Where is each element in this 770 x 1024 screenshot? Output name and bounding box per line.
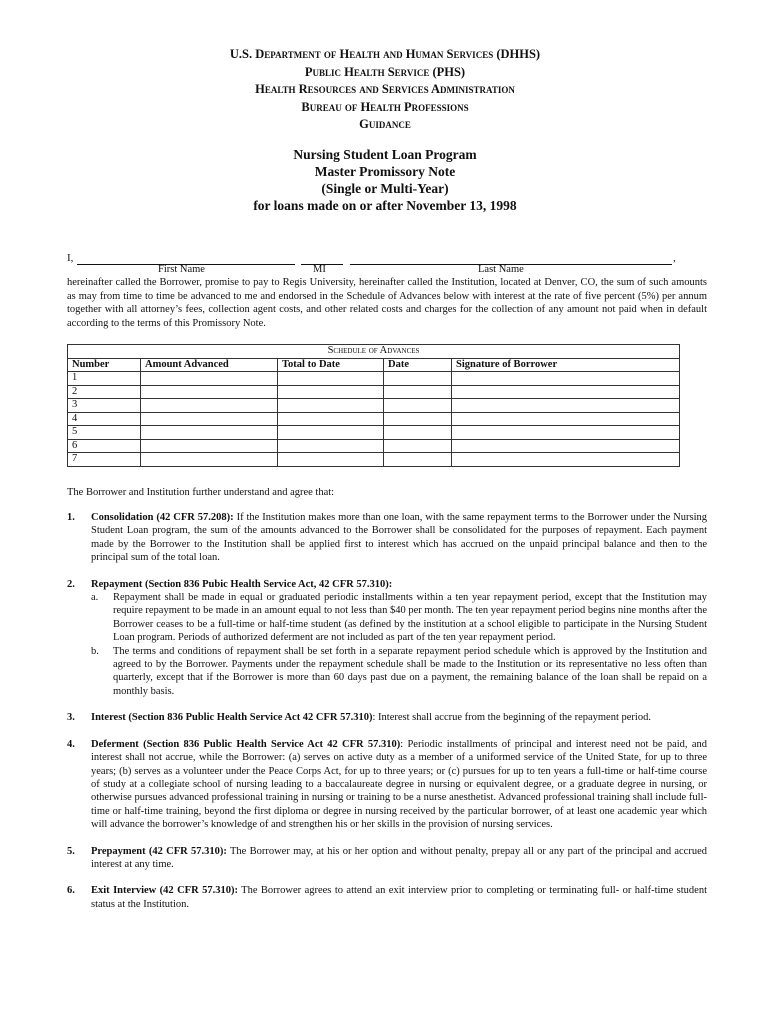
amount-cell[interactable] (141, 399, 278, 413)
sub-text: Repayment shall be made in equal or graduated periodic installments within a ten year repayment period, except that the Institution may require repayment to be made in an amount equal to not less than $40 per month. The ten year repayment period begins nine months after the Borrower ceases to be a full-time or half-time student (as defined by the institution at a school eligible to participate in the Nursing Student Loan program. Periods of authorized deferment are not included as part of the ten year repayment period. (113, 592, 707, 644)
last-name-caption: Last Name (478, 264, 524, 275)
term-interest (67, 711, 707, 724)
row-number: 2 (68, 385, 141, 399)
agency-line-guidance: Guidance (359, 117, 411, 131)
term-prepayment (67, 845, 707, 872)
amount-cell[interactable] (141, 412, 278, 426)
mi-caption: MI (313, 264, 326, 275)
table-row (68, 412, 680, 426)
date-cell[interactable] (384, 426, 452, 440)
agreement-intro: The Borrower and Institution further understand and agree that: (67, 487, 335, 498)
borrower-prefix: I, (67, 252, 74, 264)
row-number: 1 (68, 372, 141, 386)
title-effective-date: for loans made on or after November 13, 1998 (253, 198, 517, 213)
title-program: Nursing Student Loan Program (293, 147, 477, 162)
signature-cell[interactable] (452, 399, 680, 413)
term-consolidation (67, 511, 707, 565)
date-cell[interactable] (384, 399, 452, 413)
term-text: The Borrower may, at his or her option and without penalty, prepay all or any part of the principal and accrued interest at any time. (91, 845, 707, 870)
col-amount-advanced: Amount Advanced (141, 358, 278, 372)
table-row (68, 426, 680, 440)
term-number: 3. (67, 712, 75, 724)
total-cell[interactable] (278, 426, 384, 440)
sub-letter: b. (91, 645, 99, 657)
borrower-suffix: , (673, 252, 676, 264)
first-name-caption: First Name (158, 264, 205, 275)
amount-cell[interactable] (141, 453, 278, 467)
amount-cell[interactable] (141, 426, 278, 440)
date-cell[interactable] (384, 385, 452, 399)
title-year-type: (Single or Multi-Year) (321, 181, 449, 196)
term-text: If the Institution makes more than one loan, with the same repayment terms to the Borrower under the Nursing Student Loan program, the sum of the amounts advanced to the Borrower shall be consolidated for the purposes of repayment. Each payment made by the Borrower to the Institution shall be applied first to interest which has accrued on the unpaid principal balance and then to the principal sum of the total loan. (91, 512, 707, 564)
date-cell[interactable] (384, 372, 452, 386)
term-number: 4. (67, 738, 75, 750)
row-number: 6 (68, 439, 141, 453)
term-text: The Borrower agrees to attend an exit interview prior to completing or terminating full- or half-time student status at the Institution. (91, 885, 708, 910)
amount-cell[interactable] (141, 385, 278, 399)
total-cell[interactable] (278, 399, 384, 413)
signature-cell[interactable] (452, 426, 680, 440)
total-cell[interactable] (278, 453, 384, 467)
table-row (68, 372, 680, 386)
schedule-caption: Schedule of Advances (68, 345, 680, 359)
term-exit-interview (67, 884, 707, 911)
terms-list (67, 511, 707, 924)
agency-line-bureau: Bureau of Health Professions (301, 99, 469, 114)
col-number: Number (68, 358, 141, 372)
agency-line-phs: Public Health Service (PHS) (304, 64, 466, 79)
term-text: : Periodic installments of principal and interest need not be paid, and interest shall not accrue, while the Borrower: (a) serves on active duty as a member of a uniformed service of the United State, for up to three years; (b) serves as a volunteer under the Peace Corps Act, for up to three years; or (c) pursues for up to ten years a full-time or half-time course of study at a collegiate school of nursing leading to a baccalaureate degree in nursing or equivalent degree, or a graduate degree in nursing, or otherwise pursues advanced professional training in nursing or training to be a nurse anesthetist. Advanced professional training shall include full-time or half-time training, beyond the first diploma or degree in nursing received by the particular borrower, of at least one academic year which will advance the borrower’s knowledge of and strengthen his or her skills in the provision of nursing services. (91, 738, 707, 831)
col-date: Date (384, 358, 452, 372)
date-cell[interactable] (384, 453, 452, 467)
term-number: 1. (67, 512, 75, 523)
signature-cell[interactable] (452, 372, 680, 386)
row-number: 4 (68, 412, 141, 426)
term-text: : Interest shall accrue from the beginning of the repayment period. (372, 712, 651, 724)
term-heading: Consolidation (42 CFR 57.208): (91, 512, 234, 523)
sub-letter: a. (91, 592, 99, 604)
date-cell[interactable] (384, 439, 452, 453)
schedule-of-advances-table (67, 344, 680, 467)
table-row (68, 453, 680, 467)
total-cell[interactable] (278, 412, 384, 426)
term-heading: Prepayment (42 CFR 57.310): (91, 845, 227, 857)
date-cell[interactable] (384, 412, 452, 426)
term-number: 5. (67, 845, 75, 857)
signature-cell[interactable] (452, 453, 680, 467)
total-cell[interactable] (278, 439, 384, 453)
term-deferment (67, 738, 707, 832)
repayment-item-a (91, 591, 707, 645)
total-cell[interactable] (278, 385, 384, 399)
amount-cell[interactable] (141, 372, 278, 386)
amount-cell[interactable] (141, 439, 278, 453)
agency-line-hrsa: Health Resources and Services Administration (255, 82, 515, 96)
signature-cell[interactable] (452, 412, 680, 426)
agency-line-dhhs: U.S. Department of Health and Human Services (DHHS) (229, 47, 541, 61)
term-heading: Interest (Section 836 Public Health Service Act 42 CFR 57.310) (91, 712, 373, 724)
promise-paragraph: hereinafter called the Borrower, promise to pay to Regis University, hereinafter called the Institution, located at Denver, CO, the sum of such amounts as may from time to time be advanced to me and endorsed in the Schedule of Advances below with interest at the rate of five percent (5%) per annum together with all attorney’s fees, collection agent costs, and other related costs and charges for the collection of any amount not paid when in default according to the terms of this Promissory Note. (67, 277, 707, 329)
repayment-sub-list (91, 591, 707, 698)
agency-header (0, 46, 770, 134)
table-row (68, 439, 680, 453)
row-number: 7 (68, 453, 141, 467)
term-heading: Repayment (Section 836 Pubic Health Service Act, 42 CFR 57.310): (91, 578, 393, 590)
signature-cell[interactable] (452, 439, 680, 453)
term-number: 2. (67, 578, 75, 590)
table-row (68, 399, 680, 413)
term-number: 6. (67, 885, 75, 897)
total-cell[interactable] (278, 372, 384, 386)
sub-text: The terms and conditions of repayment shall be set forth in a separate repayment period schedule which is approved by the Institution and agreed to by the Borrower. Payments under the repayment schedule shall be made to the Institution or its representative no less often than quarterly, except that if the Borrower is more than 60 days past due on a payment, the remaining balance of the loan shall be repaid on a monthly basis. (113, 645, 707, 697)
document-title (0, 146, 770, 214)
signature-cell[interactable] (452, 385, 680, 399)
term-repayment (67, 578, 707, 699)
row-number: 5 (68, 426, 141, 440)
row-number: 3 (68, 399, 141, 413)
title-note: Master Promissory Note (314, 164, 456, 179)
col-signature: Signature of Borrower (452, 358, 680, 372)
col-total-to-date: Total to Date (278, 358, 384, 372)
table-row (68, 385, 680, 399)
term-heading: Exit Interview (42 CFR 57.310): (91, 885, 238, 897)
term-heading: Deferment (Section 836 Public Health Service Act 42 CFR 57.310) (91, 738, 401, 750)
repayment-item-b (91, 645, 707, 699)
